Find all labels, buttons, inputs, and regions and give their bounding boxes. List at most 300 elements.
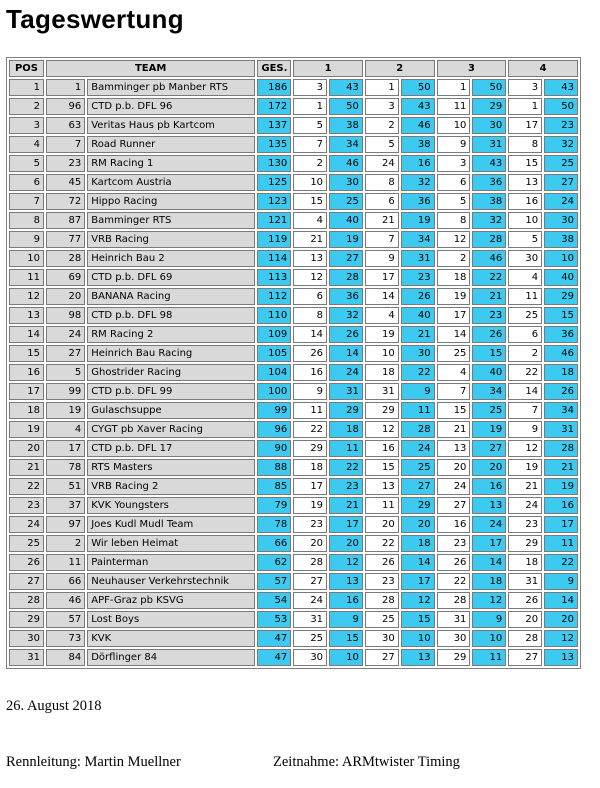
heat1-points-cell: 17 xyxy=(329,516,363,533)
heat4-place-cell: 11 xyxy=(508,288,542,305)
heat3-points-cell: 46 xyxy=(472,250,506,267)
heat4-points-cell: 26 xyxy=(544,383,578,400)
heat2-points-cell: 34 xyxy=(401,231,435,248)
heat1-place-cell: 11 xyxy=(293,402,327,419)
team-number-cell: 87 xyxy=(46,212,85,229)
total-points-cell: 85 xyxy=(257,478,291,495)
team-number-cell: 78 xyxy=(46,459,85,476)
team-number-cell: 99 xyxy=(46,383,85,400)
heat1-place-cell: 30 xyxy=(293,649,327,666)
heat4-points-cell: 9 xyxy=(544,573,578,590)
team-number-cell: 27 xyxy=(46,345,85,362)
total-points-cell: 110 xyxy=(257,307,291,324)
heat2-points-cell: 30 xyxy=(401,345,435,362)
table-row xyxy=(9,649,578,666)
race-director-text: Rennleitung: Martin Muellner xyxy=(6,754,181,770)
heat1-place-cell: 21 xyxy=(293,231,327,248)
heat3-place-cell: 16 xyxy=(437,516,471,533)
heat3-points-cell: 19 xyxy=(472,421,506,438)
total-points-cell: 105 xyxy=(257,345,291,362)
table-row xyxy=(9,630,578,647)
heat2-place-cell: 21 xyxy=(365,212,399,229)
heat4-place-cell: 19 xyxy=(508,459,542,476)
heat4-points-cell: 12 xyxy=(544,630,578,647)
table-row xyxy=(9,250,578,267)
heat3-place-cell: 13 xyxy=(437,440,471,457)
heat4-place-cell: 2 xyxy=(508,345,542,362)
heat2-points-cell: 14 xyxy=(401,554,435,571)
header-team: TEAM xyxy=(46,60,255,77)
table-row xyxy=(9,592,578,609)
team-number-cell: 66 xyxy=(46,573,85,590)
pos-cell: 28 xyxy=(9,592,44,609)
team-number-cell: 23 xyxy=(46,155,85,172)
team-name-cell: Heinrich Bau 2 xyxy=(87,250,255,267)
pos-cell: 30 xyxy=(9,630,44,647)
heat2-points-cell: 50 xyxy=(401,79,435,96)
pos-cell: 29 xyxy=(9,611,44,628)
heat1-points-cell: 27 xyxy=(329,250,363,267)
heat2-place-cell: 18 xyxy=(365,364,399,381)
heat4-place-cell: 30 xyxy=(508,250,542,267)
total-points-cell: 119 xyxy=(257,231,291,248)
heat1-points-cell: 18 xyxy=(329,421,363,438)
heat1-place-cell: 13 xyxy=(293,250,327,267)
heat2-place-cell: 26 xyxy=(365,554,399,571)
team-name-cell: Heinrich Bau Racing xyxy=(87,345,255,362)
heat1-points-cell: 15 xyxy=(329,630,363,647)
heat4-points-cell: 21 xyxy=(544,459,578,476)
heat2-points-cell: 12 xyxy=(401,592,435,609)
heat2-points-cell: 43 xyxy=(401,98,435,115)
team-name-cell: CTD p.b. DFL 99 xyxy=(87,383,255,400)
table-row xyxy=(9,383,578,400)
heat2-points-cell: 9 xyxy=(401,383,435,400)
table-row xyxy=(9,288,578,305)
heat2-points-cell: 11 xyxy=(401,402,435,419)
heat1-points-cell: 12 xyxy=(329,554,363,571)
team-name-cell: KVK xyxy=(87,630,255,647)
results-table xyxy=(6,57,581,669)
heat2-points-cell: 40 xyxy=(401,307,435,324)
heat3-points-cell: 34 xyxy=(472,383,506,400)
heat4-place-cell: 13 xyxy=(508,174,542,191)
heat1-points-cell: 10 xyxy=(329,649,363,666)
table-row xyxy=(9,535,578,552)
team-number-cell: 72 xyxy=(46,193,85,210)
table-row xyxy=(9,459,578,476)
heat3-points-cell: 43 xyxy=(472,155,506,172)
team-name-cell: Hippo Racing xyxy=(87,193,255,210)
heat3-place-cell: 8 xyxy=(437,212,471,229)
heat4-points-cell: 13 xyxy=(544,649,578,666)
header-heat-1: 1 xyxy=(293,60,363,77)
team-name-cell: Veritas Haus pb Kartcom xyxy=(87,117,255,134)
table-row xyxy=(9,345,578,362)
table-header-row xyxy=(9,60,578,77)
heat3-points-cell: 15 xyxy=(472,345,506,362)
heat1-points-cell: 25 xyxy=(329,193,363,210)
table-row xyxy=(9,440,578,457)
heat1-points-cell: 46 xyxy=(329,155,363,172)
total-points-cell: 113 xyxy=(257,269,291,286)
heat4-points-cell: 30 xyxy=(544,212,578,229)
heat2-place-cell: 20 xyxy=(365,516,399,533)
heat4-place-cell: 24 xyxy=(508,497,542,514)
total-points-cell: 186 xyxy=(257,79,291,96)
pos-cell: 17 xyxy=(9,383,44,400)
heat1-place-cell: 4 xyxy=(293,212,327,229)
team-name-cell: APF-Graz pb KSVG xyxy=(87,592,255,609)
heat4-points-cell: 15 xyxy=(544,307,578,324)
heat2-place-cell: 8 xyxy=(365,174,399,191)
total-points-cell: 78 xyxy=(257,516,291,533)
heat1-place-cell: 19 xyxy=(293,497,327,514)
heat2-points-cell: 27 xyxy=(401,478,435,495)
team-number-cell: 77 xyxy=(46,231,85,248)
heat2-points-cell: 26 xyxy=(401,288,435,305)
heat2-points-cell: 24 xyxy=(401,440,435,457)
heat2-points-cell: 21 xyxy=(401,326,435,343)
table-row xyxy=(9,155,578,172)
heat1-points-cell: 38 xyxy=(329,117,363,134)
heat1-place-cell: 18 xyxy=(293,459,327,476)
heat4-place-cell: 1 xyxy=(508,98,542,115)
heat2-place-cell: 4 xyxy=(365,307,399,324)
heat1-points-cell: 43 xyxy=(329,79,363,96)
pos-cell: 16 xyxy=(9,364,44,381)
team-number-cell: 20 xyxy=(46,288,85,305)
table-row xyxy=(9,212,578,229)
team-name-cell: Neuhauser Verkehrstechnik xyxy=(87,573,255,590)
heat4-points-cell: 50 xyxy=(544,98,578,115)
total-points-cell: 100 xyxy=(257,383,291,400)
pos-cell: 3 xyxy=(9,117,44,134)
heat4-place-cell: 18 xyxy=(508,554,542,571)
heat3-points-cell: 24 xyxy=(472,516,506,533)
team-number-cell: 19 xyxy=(46,402,85,419)
table-row xyxy=(9,402,578,419)
heat1-place-cell: 20 xyxy=(293,535,327,552)
heat3-points-cell: 38 xyxy=(472,193,506,210)
table-row xyxy=(9,79,578,96)
total-points-cell: 57 xyxy=(257,573,291,590)
heat4-place-cell: 4 xyxy=(508,269,542,286)
heat1-points-cell: 13 xyxy=(329,573,363,590)
heat4-points-cell: 11 xyxy=(544,535,578,552)
team-name-cell: Joes Kudl Mudl Team xyxy=(87,516,255,533)
heat2-points-cell: 19 xyxy=(401,212,435,229)
pos-cell: 11 xyxy=(9,269,44,286)
team-name-cell: Bamminger pb Manber RTS xyxy=(87,79,255,96)
date-text: 26. August 2018 xyxy=(6,698,102,714)
pos-cell: 31 xyxy=(9,649,44,666)
heat1-place-cell: 12 xyxy=(293,269,327,286)
total-points-cell: 121 xyxy=(257,212,291,229)
heat4-points-cell: 27 xyxy=(544,174,578,191)
heat4-points-cell: 43 xyxy=(544,79,578,96)
heat4-place-cell: 26 xyxy=(508,592,542,609)
pos-cell: 19 xyxy=(9,421,44,438)
table-row xyxy=(9,269,578,286)
heat3-points-cell: 32 xyxy=(472,212,506,229)
heat4-points-cell: 17 xyxy=(544,516,578,533)
pos-cell: 8 xyxy=(9,212,44,229)
heat4-points-cell: 40 xyxy=(544,269,578,286)
heat2-place-cell: 3 xyxy=(365,98,399,115)
heat3-place-cell: 28 xyxy=(437,592,471,609)
heat2-points-cell: 17 xyxy=(401,573,435,590)
heat1-points-cell: 23 xyxy=(329,478,363,495)
heat1-place-cell: 22 xyxy=(293,421,327,438)
team-name-cell: Wir leben Heimat xyxy=(87,535,255,552)
heat2-points-cell: 20 xyxy=(401,516,435,533)
heat1-place-cell: 28 xyxy=(293,554,327,571)
heat3-place-cell: 11 xyxy=(437,98,471,115)
table-row xyxy=(9,136,578,153)
heat2-place-cell: 30 xyxy=(365,630,399,647)
heat2-points-cell: 15 xyxy=(401,611,435,628)
heat3-place-cell: 2 xyxy=(437,250,471,267)
results-body xyxy=(9,79,578,666)
heat4-points-cell: 20 xyxy=(544,611,578,628)
heat4-points-cell: 19 xyxy=(544,478,578,495)
pos-cell: 2 xyxy=(9,98,44,115)
heat3-points-cell: 30 xyxy=(472,117,506,134)
heat4-place-cell: 5 xyxy=(508,231,542,248)
team-name-cell: BANANA Racing xyxy=(87,288,255,305)
heat1-place-cell: 16 xyxy=(293,364,327,381)
pos-cell: 14 xyxy=(9,326,44,343)
heat4-points-cell: 22 xyxy=(544,554,578,571)
heat1-place-cell: 3 xyxy=(293,79,327,96)
total-points-cell: 62 xyxy=(257,554,291,571)
heat2-place-cell: 1 xyxy=(365,79,399,96)
table-row xyxy=(9,478,578,495)
heat1-place-cell: 24 xyxy=(293,592,327,609)
table-row xyxy=(9,174,578,191)
table-row xyxy=(9,364,578,381)
heat4-points-cell: 25 xyxy=(544,155,578,172)
heat1-points-cell: 29 xyxy=(329,402,363,419)
team-number-cell: 57 xyxy=(46,611,85,628)
pos-cell: 20 xyxy=(9,440,44,457)
total-points-cell: 66 xyxy=(257,535,291,552)
heat3-place-cell: 31 xyxy=(437,611,471,628)
heat4-place-cell: 7 xyxy=(508,402,542,419)
heat3-points-cell: 28 xyxy=(472,231,506,248)
team-name-cell: Ghostrider Racing xyxy=(87,364,255,381)
pos-cell: 6 xyxy=(9,174,44,191)
heat4-points-cell: 29 xyxy=(544,288,578,305)
heat2-place-cell: 11 xyxy=(365,497,399,514)
team-name-cell: CTD p.b. DFL 96 xyxy=(87,98,255,115)
timing-text: Zeitnahme: ARMtwister Timing xyxy=(273,754,460,770)
heat3-points-cell: 26 xyxy=(472,326,506,343)
team-name-cell: CTD p.b. DFL 98 xyxy=(87,307,255,324)
heat1-points-cell: 9 xyxy=(329,611,363,628)
heat2-place-cell: 12 xyxy=(365,421,399,438)
heat1-place-cell: 8 xyxy=(293,307,327,324)
heat2-points-cell: 10 xyxy=(401,630,435,647)
heat2-place-cell: 25 xyxy=(365,611,399,628)
heat4-place-cell: 29 xyxy=(508,535,542,552)
total-points-cell: 172 xyxy=(257,98,291,115)
heat2-place-cell: 22 xyxy=(365,535,399,552)
team-number-cell: 4 xyxy=(46,421,85,438)
heat3-points-cell: 23 xyxy=(472,307,506,324)
heat2-place-cell: 14 xyxy=(365,288,399,305)
heat4-points-cell: 24 xyxy=(544,193,578,210)
team-number-cell: 28 xyxy=(46,250,85,267)
team-number-cell: 11 xyxy=(46,554,85,571)
heat2-place-cell: 17 xyxy=(365,269,399,286)
team-number-cell: 46 xyxy=(46,592,85,609)
table-row xyxy=(9,497,578,514)
heat4-points-cell: 23 xyxy=(544,117,578,134)
table-row xyxy=(9,98,578,115)
heat1-place-cell: 5 xyxy=(293,117,327,134)
heat2-place-cell: 28 xyxy=(365,592,399,609)
heat1-place-cell: 6 xyxy=(293,288,327,305)
team-number-cell: 7 xyxy=(46,136,85,153)
header-heat-4: 4 xyxy=(508,60,578,77)
heat2-place-cell: 9 xyxy=(365,250,399,267)
heat3-points-cell: 16 xyxy=(472,478,506,495)
heat4-place-cell: 28 xyxy=(508,630,542,647)
header-heat-2: 2 xyxy=(365,60,435,77)
heat1-place-cell: 25 xyxy=(293,630,327,647)
total-points-cell: 96 xyxy=(257,421,291,438)
heat1-points-cell: 31 xyxy=(329,383,363,400)
heat4-place-cell: 12 xyxy=(508,440,542,457)
heat1-points-cell: 24 xyxy=(329,364,363,381)
pos-cell: 9 xyxy=(9,231,44,248)
team-name-cell: VRB Racing xyxy=(87,231,255,248)
team-name-cell: RM Racing 2 xyxy=(87,326,255,343)
team-number-cell: 45 xyxy=(46,174,85,191)
heat4-place-cell: 3 xyxy=(508,79,542,96)
heat3-place-cell: 25 xyxy=(437,345,471,362)
heat1-place-cell: 14 xyxy=(293,326,327,343)
heat1-place-cell: 27 xyxy=(293,573,327,590)
heat1-points-cell: 11 xyxy=(329,440,363,457)
total-points-cell: 99 xyxy=(257,402,291,419)
heat2-points-cell: 36 xyxy=(401,193,435,210)
heat2-points-cell: 38 xyxy=(401,136,435,153)
heat3-place-cell: 3 xyxy=(437,155,471,172)
heat1-points-cell: 26 xyxy=(329,326,363,343)
team-number-cell: 17 xyxy=(46,440,85,457)
heat3-place-cell: 21 xyxy=(437,421,471,438)
heat4-place-cell: 16 xyxy=(508,193,542,210)
heat1-place-cell: 31 xyxy=(293,611,327,628)
heat1-place-cell: 9 xyxy=(293,383,327,400)
heat1-place-cell: 1 xyxy=(293,98,327,115)
heat4-place-cell: 25 xyxy=(508,307,542,324)
heat1-place-cell: 29 xyxy=(293,440,327,457)
heat2-points-cell: 28 xyxy=(401,421,435,438)
table-row xyxy=(9,516,578,533)
heat3-points-cell: 9 xyxy=(472,611,506,628)
total-points-cell: 88 xyxy=(257,459,291,476)
heat4-place-cell: 23 xyxy=(508,516,542,533)
total-points-cell: 47 xyxy=(257,649,291,666)
team-name-cell: KVK Youngsters xyxy=(87,497,255,514)
team-name-cell: Dörflinger 84 xyxy=(87,649,255,666)
table-row xyxy=(9,231,578,248)
heat1-points-cell: 50 xyxy=(329,98,363,115)
heat3-points-cell: 29 xyxy=(472,98,506,115)
total-points-cell: 104 xyxy=(257,364,291,381)
total-points-cell: 47 xyxy=(257,630,291,647)
heat3-place-cell: 7 xyxy=(437,383,471,400)
heat3-place-cell: 10 xyxy=(437,117,471,134)
pos-cell: 24 xyxy=(9,516,44,533)
table-row xyxy=(9,554,578,571)
heat3-place-cell: 18 xyxy=(437,269,471,286)
heat3-place-cell: 22 xyxy=(437,573,471,590)
team-name-cell: Lost Boys xyxy=(87,611,255,628)
heat1-place-cell: 26 xyxy=(293,345,327,362)
heat3-place-cell: 30 xyxy=(437,630,471,647)
heat2-points-cell: 23 xyxy=(401,269,435,286)
heat3-points-cell: 25 xyxy=(472,402,506,419)
heat3-points-cell: 50 xyxy=(472,79,506,96)
heat3-place-cell: 17 xyxy=(437,307,471,324)
pos-cell: 5 xyxy=(9,155,44,172)
heat2-place-cell: 2 xyxy=(365,117,399,134)
heat1-points-cell: 20 xyxy=(329,535,363,552)
header-heat-3: 3 xyxy=(437,60,507,77)
heat4-place-cell: 22 xyxy=(508,364,542,381)
heat3-points-cell: 10 xyxy=(472,630,506,647)
table-row xyxy=(9,421,578,438)
team-name-cell: RM Racing 1 xyxy=(87,155,255,172)
team-number-cell: 69 xyxy=(46,269,85,286)
heat3-place-cell: 19 xyxy=(437,288,471,305)
heat2-place-cell: 15 xyxy=(365,459,399,476)
heat3-points-cell: 11 xyxy=(472,649,506,666)
heat2-place-cell: 10 xyxy=(365,345,399,362)
heat3-points-cell: 18 xyxy=(472,573,506,590)
table-row xyxy=(9,193,578,210)
heat2-points-cell: 16 xyxy=(401,155,435,172)
heat4-place-cell: 31 xyxy=(508,573,542,590)
total-points-cell: 54 xyxy=(257,592,291,609)
heat1-place-cell: 17 xyxy=(293,478,327,495)
heat3-points-cell: 20 xyxy=(472,459,506,476)
heat2-points-cell: 22 xyxy=(401,364,435,381)
heat2-points-cell: 31 xyxy=(401,250,435,267)
team-number-cell: 63 xyxy=(46,117,85,134)
heat3-place-cell: 1 xyxy=(437,79,471,96)
heat3-points-cell: 13 xyxy=(472,497,506,514)
heat3-place-cell: 20 xyxy=(437,459,471,476)
team-name-cell: CYGT pb Xaver Racing xyxy=(87,421,255,438)
heat3-points-cell: 31 xyxy=(472,136,506,153)
heat3-place-cell: 24 xyxy=(437,478,471,495)
total-points-cell: 135 xyxy=(257,136,291,153)
heat4-points-cell: 14 xyxy=(544,592,578,609)
heat2-place-cell: 5 xyxy=(365,136,399,153)
heat1-points-cell: 34 xyxy=(329,136,363,153)
heat4-place-cell: 10 xyxy=(508,212,542,229)
total-points-cell: 109 xyxy=(257,326,291,343)
page-title: Tageswertung xyxy=(6,4,184,34)
heat3-place-cell: 4 xyxy=(437,364,471,381)
heat1-place-cell: 7 xyxy=(293,136,327,153)
